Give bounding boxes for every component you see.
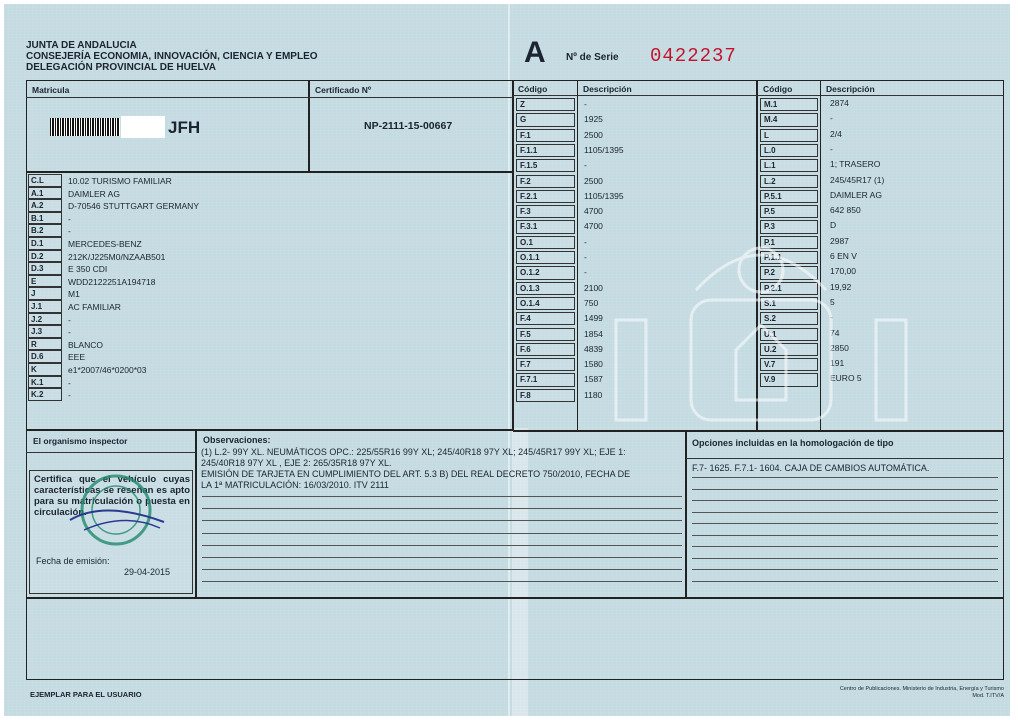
- right-row-code: U.2: [764, 344, 777, 354]
- left-row-code: C.L: [31, 176, 44, 185]
- writing-line: [692, 489, 998, 490]
- left-row-value: -: [68, 327, 71, 338]
- opciones-label: Opciones incluidas en la homologación de tipo: [692, 438, 894, 448]
- mid-row-value: 4700: [584, 206, 603, 217]
- left-row-code: J: [31, 289, 36, 299]
- left-row-value: -: [68, 226, 71, 237]
- writing-line: [202, 557, 682, 558]
- right-row-code: V.9: [764, 375, 776, 385]
- mid-row-value: 2500: [584, 175, 603, 186]
- organismo-label: El organismo inspector: [33, 436, 128, 446]
- mid-row-value: 2500: [584, 129, 603, 140]
- certificado-value: NP-2111-15-00667: [364, 120, 453, 132]
- left-row-code: E: [31, 276, 37, 286]
- right-row-value: 6 EN V: [830, 251, 857, 261]
- right-row-value: -: [830, 312, 833, 323]
- right-row-value: 5: [830, 296, 835, 307]
- right-row-value: D: [830, 220, 837, 231]
- right-row-value: EURO 5: [830, 373, 862, 384]
- observaciones-label: Observaciones:: [203, 435, 271, 445]
- authority-header: [26, 40, 318, 73]
- mid-row-value: 1499: [584, 313, 603, 324]
- left-row-value: MERCEDES-BENZ: [68, 239, 142, 249]
- left-row-code: D.1: [31, 239, 44, 248]
- mid-row-code: F.3.1: [520, 222, 538, 232]
- right-row-code: P.1.1: [764, 253, 782, 262]
- right-row-code: M.1: [764, 100, 778, 109]
- mid-row-code: Z: [520, 100, 525, 109]
- left-row-value: -: [68, 377, 71, 388]
- writing-line: [202, 520, 682, 521]
- writing-line: [692, 477, 998, 478]
- observaciones-line: EMISIÓN DE TARJETA EN CUMPLIMIENTO DEL ART. 5.3 B) DEL REAL DECRETO 750/2010, FECHA DE: [201, 469, 631, 479]
- left-row-value: M1: [68, 289, 80, 300]
- right-row-code: P.5.1: [764, 191, 782, 201]
- mid-row-code: F.1.1: [520, 145, 538, 155]
- official-stamp: [64, 470, 168, 550]
- writing-line: [692, 512, 998, 513]
- left-row-code: B.1: [31, 213, 44, 223]
- right-row-code: P.3: [764, 222, 775, 232]
- type-letter: A: [524, 36, 546, 69]
- left-row-value: 10.02 TURISMO FAMILIAR: [68, 176, 172, 186]
- bottom-blank-box: [26, 598, 1004, 680]
- left-row-value: AC FAMILIAR: [68, 302, 121, 312]
- left-row-code: K.1: [31, 377, 44, 387]
- right-row-code: P.2.1: [764, 283, 782, 293]
- writing-line: [202, 496, 682, 497]
- mid-row-value: 1587: [584, 374, 603, 385]
- mid-row-code: O.1.1: [520, 253, 540, 262]
- observaciones-text: [201, 447, 683, 491]
- right-row-code: P.1: [764, 237, 775, 247]
- certificado-label: Certificado Nº: [315, 85, 372, 95]
- footer-right: [800, 686, 1004, 700]
- mid-row-code: F.4: [520, 314, 531, 324]
- mid-header-descripcion: Descripción: [583, 84, 632, 94]
- mid-row-value: -: [584, 252, 587, 262]
- left-row-value: -: [68, 390, 71, 401]
- right-row-code: L.2: [764, 176, 776, 186]
- mid-row-code: F.2: [520, 176, 531, 186]
- writing-line: [692, 546, 998, 547]
- writing-line: [202, 533, 682, 534]
- mid-row-code: F.3: [520, 207, 531, 217]
- coat-of-arms-watermark: [596, 230, 926, 430]
- left-row-code: A.2: [31, 201, 44, 211]
- writing-line: [692, 535, 998, 536]
- left-row-value: -: [68, 213, 71, 224]
- right-row-value: 19,92: [830, 281, 852, 292]
- right-row-code: M.4: [764, 115, 778, 125]
- mid-row-code: F.1.5: [520, 161, 538, 171]
- mid-row-code: F.8: [520, 390, 531, 400]
- header-line-3: DELEGACIÓN PROVINCIAL DE HUELVA: [26, 62, 217, 73]
- mid-row-code: F.5: [520, 329, 531, 339]
- writing-line: [202, 569, 682, 570]
- left-row-value: EEE: [68, 352, 86, 363]
- left-row-code: K: [31, 365, 37, 374]
- left-row-value: e1*2007/46*0200*03: [68, 365, 147, 375]
- left-row-value: -: [68, 314, 71, 325]
- mid-row-code: F.7: [520, 360, 531, 370]
- left-row-value: DAIMLER AG: [68, 188, 120, 199]
- left-row-code: A.1: [31, 188, 44, 198]
- right-row-code: L.1: [764, 161, 776, 171]
- right-row-value: -: [830, 113, 833, 124]
- left-row-value: E 350 CDI: [68, 264, 108, 275]
- mid-row-code: F.6: [520, 344, 531, 354]
- right-row-value: 642 850: [830, 205, 861, 216]
- mid-row-value: 1105/1395: [584, 144, 624, 155]
- left-row-code: R: [31, 339, 37, 349]
- writing-line: [692, 523, 998, 524]
- right-header-codigo: Código: [763, 84, 793, 94]
- mid-row-value: -: [584, 236, 587, 247]
- mid-row-code: F.7.1: [520, 375, 538, 385]
- mid-row-code: O.1.2: [520, 268, 540, 278]
- right-row-value: 2850: [830, 342, 849, 353]
- serie-label: Nº de Serie: [566, 52, 619, 63]
- left-row-code: J.3: [31, 327, 43, 337]
- writing-line: [692, 569, 998, 570]
- matricula-value: JFH: [168, 118, 201, 137]
- serie-number: 0422237: [650, 45, 737, 67]
- right-row-value: 191: [830, 358, 845, 369]
- left-row-value: BLANCO: [68, 339, 103, 350]
- mid-row-value: 1105/1395: [584, 190, 624, 201]
- header-line-2: CONSEJERÍA ECONOMIA, INNOVACIÓN, CIENCIA Y EMPLEO: [26, 51, 318, 62]
- right-row-code: U.1: [764, 329, 777, 339]
- redaction: [121, 116, 165, 138]
- matricula-label: Matricula: [32, 85, 70, 95]
- right-row-code: V.7: [764, 360, 776, 370]
- fecha-emision-label: Fecha de emisión:: [36, 556, 110, 566]
- writing-line: [202, 581, 682, 582]
- writing-line: [692, 558, 998, 559]
- right-row-code: P.2: [764, 268, 775, 278]
- left-row-code: J.2: [31, 314, 43, 324]
- left-row-code: D.2: [31, 251, 44, 261]
- right-row-code: L.0: [764, 145, 776, 155]
- left-row-code: B.2: [31, 226, 44, 236]
- writing-line: [202, 545, 682, 546]
- mid-row-value: 1925: [584, 114, 603, 125]
- footer-right-line-1: Centro de Publicaciones. Ministerio de Industria, Energía y Turismo: [839, 686, 1004, 692]
- writing-line: [692, 581, 998, 582]
- mid-row-value: 750: [584, 297, 599, 308]
- right-row-value: 2987: [830, 235, 849, 246]
- mid-row-value: 4839: [584, 343, 603, 354]
- fecha-emision-value: 29-04-2015: [124, 567, 171, 577]
- footer-left: EJEMPLAR PARA EL USUARIO: [30, 690, 142, 699]
- right-row-code: S.2: [764, 314, 777, 324]
- mid-row-value: -: [584, 267, 587, 278]
- left-row-value: 212K/J225M0/NZAAB501: [68, 251, 166, 262]
- right-row-value: 170,00: [830, 266, 856, 277]
- left-row-code: J.1: [31, 302, 43, 311]
- right-row-code: S.1: [764, 298, 777, 308]
- mid-row-value: 2100: [584, 282, 603, 293]
- header-line-1: JUNTA DE ANDALUCIA: [26, 40, 137, 51]
- mid-row-code: O.1: [520, 237, 533, 247]
- right-row-code: P.5: [764, 207, 775, 217]
- observaciones-line: 245/40R18 97Y XL , EJE 2: 265/35R18 97Y XL.: [201, 458, 392, 468]
- writing-line: [692, 500, 998, 501]
- footer-right-line-2: Mod. T.ITV/A: [972, 693, 1004, 699]
- right-row-value: 2874: [830, 98, 849, 108]
- left-row-value: WDD2122251A194718: [68, 276, 156, 287]
- certifica-text: Certifica que el vehículo cuyas características se reseñan es apto para su matriculación o puesta en circulación.: [34, 474, 190, 518]
- right-row-code: L: [764, 130, 769, 140]
- opciones-text: F.7- 1625. F.7.1- 1604. CAJA DE CAMBIOS AUTOMÁTICA.: [692, 463, 930, 473]
- mid-row-code: F.2.1: [520, 191, 538, 201]
- mid-row-value: 1580: [584, 359, 603, 370]
- observaciones-line: LA 1ª MATRICULACIÓN: 16/03/2010. ITV 2111: [201, 480, 389, 490]
- right-row-value: DAIMLER AG: [830, 189, 882, 200]
- right-header-descripcion: Descripción: [826, 84, 875, 94]
- right-row-value: -: [830, 143, 833, 154]
- mid-row-value: 1854: [584, 328, 603, 339]
- mid-row-value: -: [584, 160, 587, 171]
- left-row-code: D.3: [31, 264, 44, 274]
- mid-row-value: 1180: [584, 389, 603, 400]
- mid-row-code: O.1.3: [520, 283, 540, 293]
- left-row-code: D.6: [31, 352, 44, 362]
- right-row-value: 245/45R17 (1): [830, 174, 885, 185]
- mid-row-value: 4700: [584, 221, 603, 232]
- left-row-code: K.2: [31, 390, 44, 400]
- writing-line: [202, 508, 682, 509]
- mid-row-code: F.1: [520, 130, 531, 140]
- opciones-box: [686, 430, 1004, 598]
- left-row-value: D-70546 STUTTGART GERMANY: [68, 201, 199, 212]
- barcode: [50, 118, 120, 136]
- mid-header-codigo: Código: [518, 84, 548, 94]
- right-row-value: 2/4: [830, 128, 842, 139]
- observaciones-line: (1) L.2- 99Y XL. NEUMÁTICOS OPC.: 225/55R16 99Y XL; 245/40R18 97Y XL; 245/45R17 99Y XL; EJE 1:: [201, 447, 626, 457]
- mid-row-code: G: [520, 115, 527, 125]
- right-row-value: 1; TRASERO: [830, 159, 881, 170]
- right-row-value: 74: [830, 327, 840, 338]
- mid-row-value: -: [584, 99, 587, 109]
- mid-row-code: O.1.4: [520, 298, 540, 308]
